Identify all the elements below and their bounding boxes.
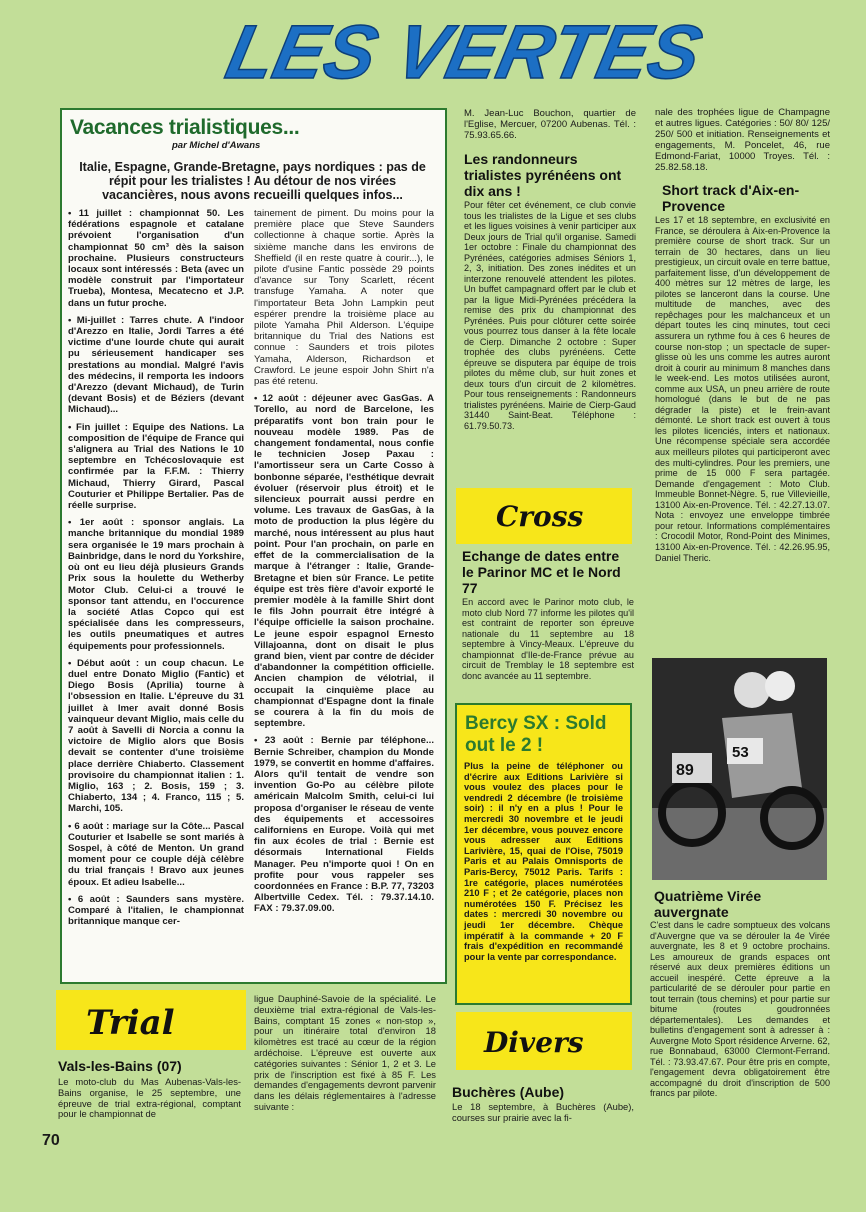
- short-track-text: Les 17 et 18 septembre, en exclusivité en France, se déroulera à Aix-en-Provence la première course de short track. Sur un terrain de 30 hectares, dans un lieu prestigieux, un circuit ovale en terre battue, parfaitement lisse, d'un développement de 400 mètres sur 12 mètres de large, les pilotes se lanceront dans la course. Une multitude de manches, avec des repêchages pour les malchanceux et un départ toutes les cinq minutes, tout ceci assurera un rythme fou à ces 6 heures de course non-stop ; un spectacle de super-glisse où les uns comme les autres auront droit à courir au minimum 8 manches dans le week-end. Les motos utilisées auront, comme aux USA, un pneu arrière de route homologué (dans le but de ne pas dégrader la piste) et le frein-avant démonté. Le short track est ouvert à tous les pilotes licenciés, inters et nationaux. Une récompense spéciale sera accordée aux meilleurs pilotes qui participeront avec des multi-cylindres. Pour les premiers, une prime de 15 000 F sera partagée. Demande d'engagement : Moto Club. Immeuble Bonnet-Nègre. 5, rue Villevieille, 13100 Aix-en-Provence. Tél. : 42.27.13.07. Nota : envoyez une enveloppe timbrée pour retour. Informations complémentaires : Crocodil Motor, Rond-Point des Minimes, 13100 Aix-en-Provence. Tél. : 42.26.95.95, Daniel Theric.: [655, 215, 830, 563]
- cross-logo-text: Cross: [496, 500, 584, 533]
- masthead: [219, 6, 709, 95]
- bercy-box: [455, 703, 632, 1005]
- viree-title: Quatrième Virée auvergnate: [654, 888, 762, 920]
- bucheres-title: Buchères (Aube): [452, 1084, 565, 1100]
- vals-les-bains-text-2: ligue Dauphiné-Savoie de la spécialité. Le deuxième trial extra-régional de Vals-les-Bains, comptant 15 zones « non-stop », pour un itinéraire total d'environ 18 kilomètres est tracé au cœur de la région ardéchoise. L'épreuve est ouverte aux catégories suivantes : Sénior 1, 2 et 3. Le prix de l'inscription est fixé à 85 F. Les demandes d'engagements devront parvenir dans les délais réglementaires à l'adresse suivante :: [254, 993, 436, 1112]
- main-col1-paragraph: [68, 821, 244, 888]
- divers-logo-text: Divers: [484, 1026, 584, 1059]
- main-col1-paragraph-text: La composition de l'équipe de France qui s'alignera au Trial des Nations le 10 septembre en Tchécoslovaquie est confirmée par la F.F.M. : Thierry Michaud, Thierry Girard, Pascal Couturier et Philippe Bertalier. Pas de réelle surprise.: [68, 421, 244, 512]
- trial-section-logo: [56, 990, 246, 1050]
- main-col1-paragraph-lead: • 6 août : mariage sur la Côte...: [68, 820, 211, 832]
- main-col2-paragraph: [254, 393, 434, 729]
- main-col1-paragraph: [68, 894, 244, 928]
- main-col2-paragraph-text: tainement de piment. Du moins pour la première place que Steve Saunders collectionne à chaque sortie. Après la sixième manche dans les environs de Sheffield (il en reste quatre à courir...), le pilote d'usine Fantic possède 29 points d'avance sur Tony Scarlett, récent transfuge Yamaha. A noter que l'importateur Beta John Lampkin peut espérer prendre la troisième place au pilote Yamaha Phil Alderson. L'équipe britannique du Trial des Nations est connue : Saunders et trois pilotes Yamaha, Alderson, Richardson et Crawford. Le jeune espoir John Shirt n'a pas été retenu.: [254, 208, 434, 388]
- main-col1-paragraph-text: A l'indoor d'Arezzo en Italie, Jordi Tarres a été victime d'une lourde chute qui aurait pu sérieusement handicaper ses prestations au mondial. Malgré l'avis des médecins, il remporta les indoors d'Arezzo (devant Michaud), de Turin (devant Bosis) et de Béziers (devant Michaud)...: [68, 314, 244, 416]
- main-col1-paragraph-text: La manche britannique du mondial 1989 sera organisée le 19 mars prochain à Bainbridge, dans le nord du Yorkshire, où ont eu lieu déjà plusieurs Grands Prix sous la houlette du Wetherby Motor Club. Celui-ci a trouvé le sponsor tant attendu, en l'occurence la société Atlas Copco qui est spécialisée dans les compresseurs, les outils pneumatiques et autres équipements pour professionnels.: [68, 517, 244, 652]
- main-col1-paragraph: [68, 208, 244, 309]
- main-col1-paragraph: [68, 422, 244, 512]
- main-col1-paragraph-lead: • Fin juillet : Equipe des Nations.: [68, 421, 229, 433]
- champagne-text: nale des trophées ligue de Champagne et autres ligues. Catégories : 50/ 80/ 125/ 250/ 500 et initiation. Renseignements et engagements, M. Poncelet, 46, rue Edmond-Fariat, 10000 Troyes. Tél. : 25.82.58.18.: [655, 107, 830, 173]
- page-number: 70: [42, 1132, 60, 1149]
- masthead-logo: [219, 6, 709, 95]
- main-col2-paragraph-lead: • 23 août : Bernie par téléphone...: [254, 735, 434, 747]
- randonneurs-text: Pour fêter cet événement, ce club convie tous les trialistes de la Ligue et ses clubs et les ligues voisines à venir participer aux Deux jours de Trial qu'il organise. Samedi 1er octobre : Finale du championnat des Pyrénées, catégories admises Séniors 1, 2, 3, initiation. Des zones inédites et un interzone renouvelé attendent les pilotes. Un buffet campagnard offert par le club et par la ligue Midi-Pyrénées précédera la remise des prix du championnat des Pyrénées. Puis pour clôturer cette soirée vous pourrez tous danser à la fête locale de Cierp. Dimanche 2 octobre : Super trophée des clubs pyrénéens. Cette épreuve se disputera par équipe de trois pilotes du même club, sur huit zones et deux tours d'un circuit de 2 kilomètres. Pour tous renseignements : Randonneurs trialistes pyrénéens. Mairie de Cierp-Gaud 31440 Saint-Beat. Téléphone : 61.79.50.73.: [464, 200, 636, 431]
- cross-section-logo: [456, 488, 632, 544]
- main-article-column-1: [68, 208, 244, 933]
- main-col1-paragraph-lead: • 11 juillet : championnat 50.: [68, 208, 220, 219]
- masthead-title: LES VERTES: [219, 9, 709, 95]
- main-article-column-2: [254, 208, 434, 921]
- randonneurs-title: Les randonneurs trialistes pyrénéens ont dix ans !: [464, 151, 622, 199]
- main-article-title: Vacances trialistiques...: [70, 116, 300, 139]
- short-track-photo: [652, 658, 827, 880]
- main-col1-paragraph-lead: • 1er août : sponsor anglais.: [68, 517, 225, 529]
- main-col1-paragraph-lead: • Mi-juillet : Tarres chute.: [68, 314, 192, 326]
- trial-logo-text: Trial: [86, 1003, 175, 1043]
- bercy-text: Plus la peine de téléphoner ou d'écrire aux Editions Larivière si vous voulez des places pour le vendredi 2 décembre (le troisième soir) : il n'y en a plus ! Pour le mercredi 30 novembre et le jeudi 1er décembre, vous pouvez encore vous adresser aux Editions Larivière, 15, quai de l'Oise, 75019 Paris et au Palais Omnisports de Paris-Bercy, 75012 Paris. Tarifs : 1re catégorie, places numérotées 210 F ; et 2e catégorie, places non numérotées 150 F. Précisez les dates : mercredi 30 novembre ou jeudi 1er décembre. Chèque impératif à la commande + 20 F frais d'expédition en recommandé pour la vente par correspondance.: [464, 761, 623, 962]
- main-col1-paragraph-text: Le duel entre Donato Miglio (Fantic) et Diego Bosis (Aprilia) tourne à l'obsession en Italie. L'épreuve du 31 juillet à Imer avait donné Bosis vainqueur devant Miglio, mais celle du 7 août à Savelli di Norcia a connu la victoire de Miglio alors que Bosis devait se contenter d'une troisième place derrière Chiaberto. Classement provisoire du championnat italien : 1. Miglio, 163 ; 2. Bosis, 159 ; 3. Chiaberto, 134 ; 4. Franco, 115 ; 5. Marchi, 105.: [68, 657, 244, 815]
- main-col1-paragraph: [68, 658, 244, 815]
- bouchon-address: M. Jean-Luc Bouchon, quartier de l'Eglise, Mercuer, 07200 Aubenas. Tél. : 75.93.65.66.: [464, 108, 636, 141]
- main-col2-paragraph-text: Bernie Schreiber, champion du Monde 1979, se convertit en homme d'affaires. Alors qu'il tentait de vendre son invention Go-Po au célèbre pilote américain Malcolm Smith, celui-ci lui proposa d'organiser le réseau de vente des équipements et accessoires californiens en Europe. Voilà qui met fin aux écoles de trial : Bernie est désormais International Fields Manager. Peu n'importe quoi ! On en profite pour vous rappeler ses coordonnées en France : B.P. 77, 73203 Albertville Cedex. Tél. : 79.37.14.10. FAX : 79.37.09.00.: [254, 746, 434, 915]
- vals-les-bains-title: Vals-les-Bains (07): [58, 1058, 182, 1074]
- main-col1-paragraph-lead: • Début août : un coup chacun.: [68, 657, 228, 669]
- echange-text: En accord avec le Parinor moto club, le moto club Nord 77 informe les pilotes qu'il est contraint de reporter son épreuve nationale du 11 septembre au 18 septembre à Vincy-Meaux. L'épreuve du championnat d'Ile-de-France prévue au circuit de Tremblay le 18 septembre est donc avancée au 11 septembre.: [462, 597, 634, 681]
- viree-text: C'est dans le cadre somptueux des volcans d'Auvergne que va se dérouler la 4e Virée auvergnate, les 8 et 9 octobre prochains. Les amoureux de grands espaces ont réservé aux deux premières éditions un accueil inespéré. Cette épreuve a la particularité de se dérouler pour partie en tout terrain (tous chemins) et pour partie sur bitume (routes goudronnées départementales). Les demandes et bulletins d'engagement sont à adresser à : Auvergne Moto Sport résidence Arverne. 62, rue Bonnabaud, 63000 Clermont-Ferrand. Tél. : 73.93.47.67. Pour être pris en compte, l'engagement devra obligatoirement être accompagné du droit d'inscription de 500 francs par pilote.: [650, 920, 830, 1098]
- main-article-intro: Italie, Espagne, Grande-Bretagne, pays nordiques : pas de répit pour les trialistes ! Au détour de nos virées vacancières, nous avons recueilli quelques infos...: [79, 160, 426, 202]
- divers-section-logo: [456, 1012, 632, 1070]
- vals-les-bains-text-1: Le moto-club du Mas Aubenas-Vals-les-Bains organise, le 25 septembre, une épreuve de trial extra-régional, comptant pour le championnat de: [58, 1076, 241, 1120]
- main-col1-paragraph-text: Pascal Couturier et Isabelle se sont mariés à Sospel, à côté de Menton. Un grand moment pour ce couple déjà célèbre du trial français ! Bravo aux jeunes époux. Et adieu Isabelle...: [68, 820, 245, 888]
- main-col1-paragraph-text: Comparé à l'italien, le championnat britannique manque cer-: [68, 904, 244, 928]
- bercy-title: Bercy SX : Sold out le 2 !: [465, 713, 607, 756]
- short-track-title: Short track d'Aix-en-Provence: [662, 182, 800, 214]
- bucheres-text: Le 18 septembre, à Buchères (Aube), courses sur prairie avec la fi-: [452, 1101, 634, 1123]
- main-col2-paragraph-lead: • 12 août : déjeuner avec GasGas.: [254, 393, 423, 405]
- photo-number-1: 89: [676, 762, 694, 779]
- main-article-byline: par Michel d'Awans: [172, 140, 261, 151]
- main-col1-paragraph: [68, 517, 244, 651]
- main-col1-paragraph: [68, 315, 244, 416]
- echange-title: Echange de dates entre le Parinor MC et le Nord 77: [462, 548, 621, 596]
- main-col1-paragraph-text: Les fédérations espagnole et catalane prévoient l'organisation d'un championnat 50 cm³ dès la saison prochaine. Plusieurs constructeurs locaux sont intéressés : Beta (avec un modèle construit par l'importateur Trueba), Montesa, Mecatecno et J.P. dans un futur proche.: [68, 208, 244, 309]
- main-col2-paragraph-text: A Torello, au nord de Barcelone, les préparatifs vont bon train pour le nouveau modèle 1989. Pas de changement fondamental, nous confie le technicien Josep Paxau : l'amortisseur sera un Carte Cosso à bonbonne séparée, l'esthétique devrait évoluer (réservoir plus étroit) et le silencieux pourrait aussi perdre en volume. Les travaux de GasGas, à la moto de production la plus légère du marché, nous intéressent au plus haut point. Pour l'an prochain, on parle en effet de la commercialisation de la marque à l'étranger : Italie, Grande-Bretagne et bien sûr France. Le petite équipe est très fière d'avoir exporté le premier modèle à la famille Shirt dont le fils John pourrait être intégré à l'équipe officielle la saison prochaine. Le jeune espoir espagnol Ernesto Villajoanna, dont on disait le plus grand bien, vient par contre de décider d'abandonner la compétition officielle. Ancien champion de vélotrial, il occupait la cinquième place au championnat d'Espagne dont la finale se courera à la fin du mois de septembre.: [254, 393, 434, 730]
- photo-number-2: 53: [732, 744, 749, 761]
- main-col1-paragraph-lead: • 6 août : Saunders sans mystère.: [68, 893, 244, 905]
- main-col2-paragraph: [254, 735, 434, 914]
- main-col2-paragraph: [254, 208, 434, 387]
